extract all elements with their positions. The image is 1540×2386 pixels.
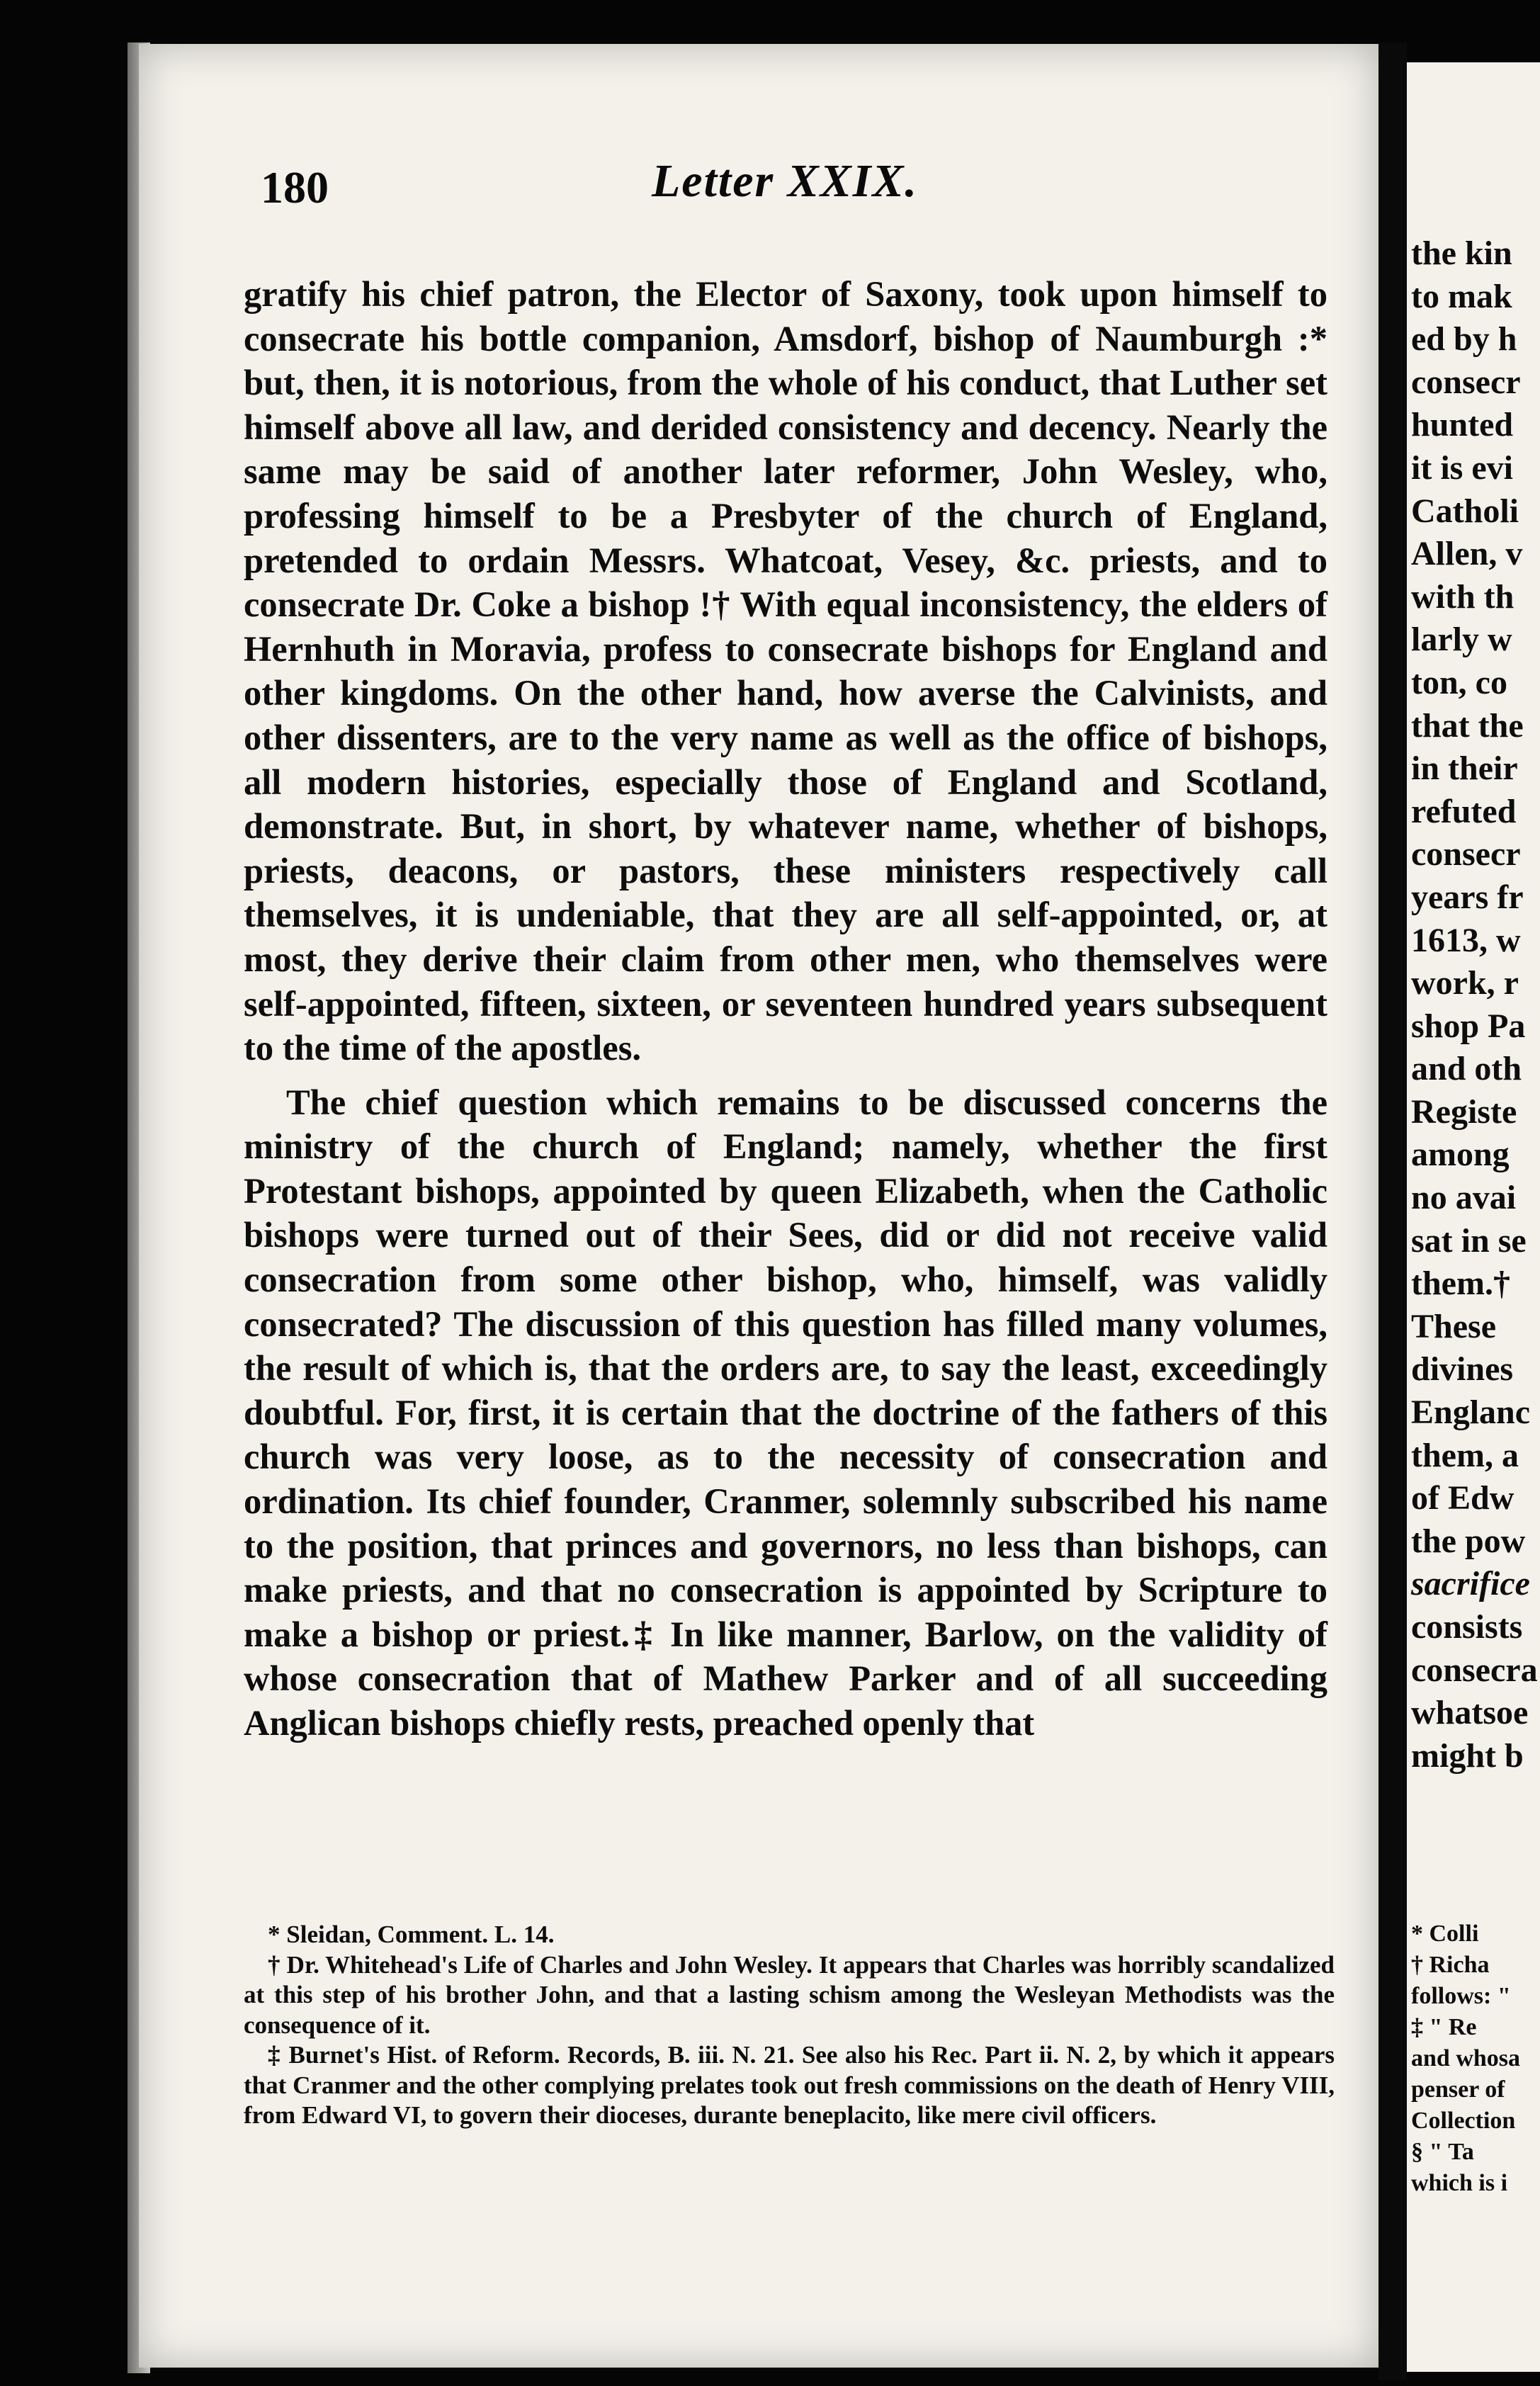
running-head: Letter XXIX. bbox=[651, 155, 918, 207]
adjacent-line: work, r bbox=[1411, 964, 1519, 1002]
adjacent-line: them.† bbox=[1411, 1265, 1510, 1303]
adjacent-note: which is i bbox=[1411, 2170, 1508, 2196]
adjacent-line: sacrifice bbox=[1411, 1565, 1530, 1603]
adjacent-note: † Richa bbox=[1411, 1952, 1490, 1978]
adjacent-line: ed by h bbox=[1411, 320, 1517, 358]
adjacent-line: no avai bbox=[1411, 1179, 1517, 1217]
adjacent-page-lines bbox=[1411, 232, 1538, 1777]
adjacent-line: larly w bbox=[1411, 621, 1512, 659]
page-number: 180 bbox=[261, 162, 329, 213]
adjacent-line: in their bbox=[1411, 750, 1518, 788]
adjacent-line: Allen, v bbox=[1411, 535, 1523, 573]
adjacent-note: * Colli bbox=[1411, 1921, 1479, 1947]
footnotes bbox=[244, 1920, 1335, 2131]
adjacent-line: it is evi bbox=[1411, 448, 1513, 487]
book-page bbox=[139, 44, 1378, 2368]
adjacent-line: 1613, w bbox=[1411, 921, 1521, 959]
adjacent-line: the kin bbox=[1411, 234, 1512, 272]
adjacent-line: Catholi bbox=[1411, 492, 1519, 530]
adjacent-line: consecr bbox=[1411, 363, 1521, 401]
adjacent-line: might b bbox=[1411, 1736, 1524, 1775]
adjacent-line: them, a bbox=[1411, 1436, 1519, 1474]
adjacent-note: penser of bbox=[1411, 2076, 1505, 2103]
adjacent-line: consecr bbox=[1411, 835, 1521, 873]
adjacent-line: sat in se bbox=[1411, 1221, 1527, 1260]
footnote-2: † Dr. Whitehead's Life of Charles and John Wesley. It appears that Charles was horribly scandalized at this step of his brother John, and that a lasting schism among the Wesleyan Methodists was the consequence of it. bbox=[244, 1950, 1335, 2039]
adjacent-line: Registe bbox=[1411, 1092, 1517, 1131]
adjacent-line: whatsoe bbox=[1411, 1694, 1529, 1732]
footnote-1: * Sleidan, Comment. L. 14. bbox=[268, 1921, 555, 1948]
body-text bbox=[244, 272, 1327, 1746]
adjacent-line: ton, co bbox=[1411, 663, 1507, 701]
adjacent-note: follows: " bbox=[1411, 1983, 1511, 2009]
adjacent-line: the pow bbox=[1411, 1522, 1526, 1560]
adjacent-line: years fr bbox=[1411, 878, 1524, 916]
adjacent-note: ‡ " Re bbox=[1411, 2014, 1477, 2040]
adjacent-line: to mak bbox=[1411, 277, 1512, 315]
page-header bbox=[261, 154, 1309, 232]
adjacent-page-notes bbox=[1411, 1918, 1520, 2199]
adjacent-line: shop Pa bbox=[1411, 1007, 1526, 1045]
adjacent-line: that the bbox=[1411, 706, 1524, 745]
adjacent-line: refuted bbox=[1411, 792, 1517, 830]
adjacent-line: consecra bbox=[1411, 1651, 1538, 1689]
adjacent-line: of Edw bbox=[1411, 1479, 1514, 1517]
book-gutter bbox=[1378, 43, 1407, 2380]
paragraph-1: gratify his chief patron, the Elector of Saxony, took upon himself to consecrate his bottle companion, Amsdorf, bishop of Naumburgh :* but, then, it is notorious, from the whole of his conduct, that Luther set himself above all law, and derided consistency and decency. Nearly the same may be said of another later reformer, John Wesley, who, professing himself to be a Presbyter of the church of England, pretended to ordain Messrs. Whatcoat, Vesey, &c. priests, and to consecrate Dr. Coke a bishop !† With equal inconsistency, the elders of Hernhuth in Moravia, profess to consecrate bishops for England and other kingdoms. On the other hand, how averse the Calvinists, and other dissenters, are to the very name as well as the office of bishops, all modern histories, especially those of England and Scotland, demonstrate. But, in short, by whatever name, whether of bishops, priests, deacons, or pastors, these ministers respectively call themselves, it is undeniable, that they are all self-appointed, or, at most, they derive their claim from other men, who themselves were self-appointed, fifteen, sixteen, or seventeen hundred years subsequent to the time of the apostles. bbox=[244, 274, 1327, 1068]
adjacent-line: divines bbox=[1411, 1350, 1514, 1389]
adjacent-line: among bbox=[1411, 1136, 1510, 1174]
adjacent-note: § " Ta bbox=[1411, 2139, 1474, 2165]
adjacent-note: Collection bbox=[1411, 2108, 1516, 2134]
adjacent-page-fragment bbox=[1407, 62, 1540, 2372]
adjacent-line: Englanc bbox=[1411, 1393, 1531, 1432]
adjacent-line: with th bbox=[1411, 577, 1514, 616]
paragraph-2: The chief question which remains to be discussed concerns the ministry of the church of England; namely, whether the first Protestant bishops, appointed by queen Elizabeth, when the Catholic bishops were turned out of their Sees, did or did not receive valid consecration from some other bishop, who, himself, was validly consecrated? The discussion of this question has filled many volumes, the result of which is, that the orders are, to say the least, exceedingly doubtful. For, first, it is certain that the doctrine of the fathers of this church was very loose, as to the necessity of consecration and ordination. Its chief founder, Cranmer, solemnly subscribed his name to the position, that princes and governors, no less than bishops, can make priests, and that no consecration is appointed by Scripture to make a bishop or priest.‡ In like manner, Barlow, on the validity of whose consecration that of Mathew Parker and of all succeeding Anglican bishops chiefly rests, preached openly that bbox=[244, 1082, 1327, 1743]
adjacent-line: hunted bbox=[1411, 406, 1514, 444]
adjacent-line: and oth bbox=[1411, 1050, 1522, 1088]
footnote-3: ‡ Burnet's Hist. of Reform. Records, B. iii. N. 21. See also his Rec. Part ii. N. 2, by which it appears that Cranmer and the other complying prelates took out fresh commissions on the death of Henry VIII, from Edward VI, to govern their dioceses, durante beneplacito, like mere civil officers. bbox=[244, 2041, 1335, 2129]
adjacent-note: and whosa bbox=[1411, 2045, 1521, 2071]
adjacent-line: consists bbox=[1411, 1608, 1523, 1646]
adjacent-line: These bbox=[1411, 1307, 1496, 1345]
